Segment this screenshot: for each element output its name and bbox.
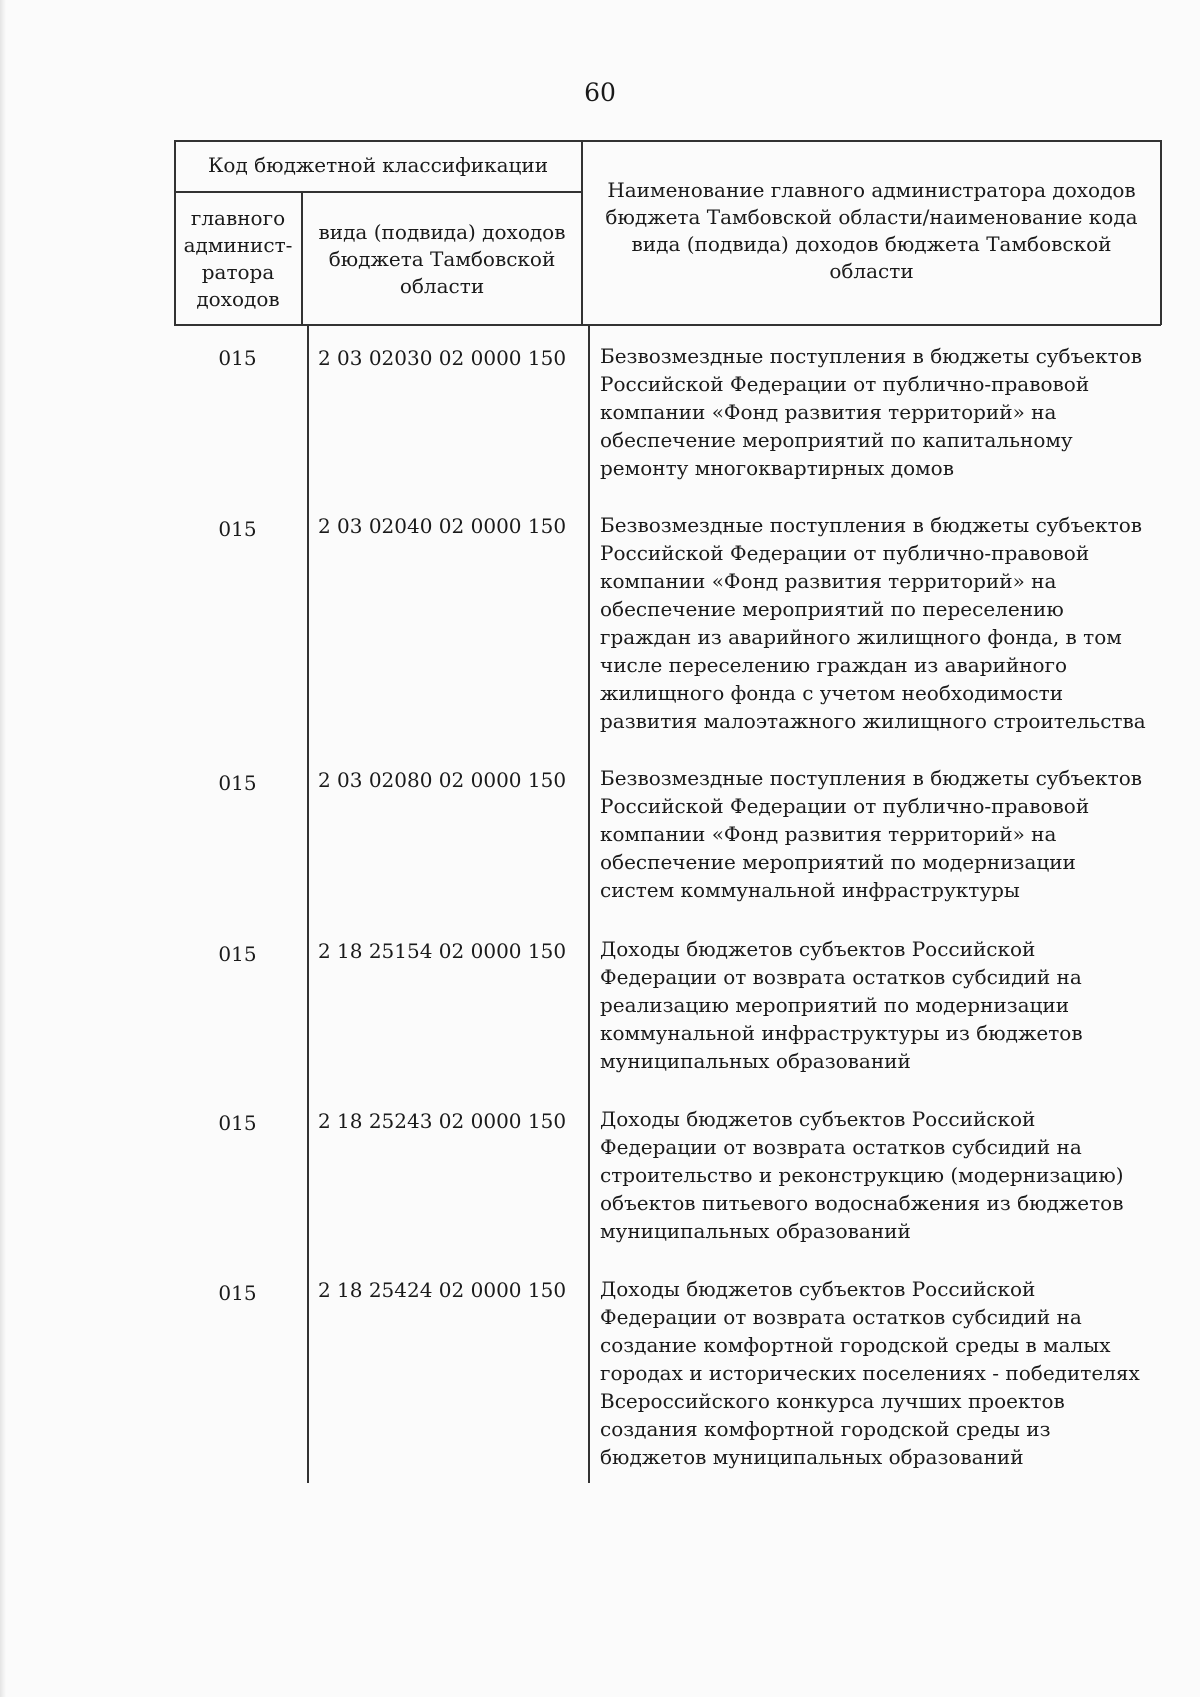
header-admin-line: доходов	[196, 287, 280, 311]
header-admin-line: админист-	[183, 233, 293, 257]
admin-code-cell: 015	[218, 1111, 257, 1135]
page-number: 60	[584, 78, 616, 107]
income-name-cell	[600, 1275, 1145, 1471]
income-name-line: обеспечение мероприятий по капитальному	[600, 428, 1073, 452]
admin-code-cell: 015	[218, 517, 257, 541]
income-name-line: бюджетов муниципальных образований	[600, 1445, 1024, 1469]
income-name-line: обеспечение мероприятий по переселению	[600, 597, 1064, 621]
income-name-line: компании «Фонд развития территорий» на	[600, 400, 1057, 424]
income-name-cell	[600, 511, 1145, 735]
income-name-line: объектов питьевого водоснабжения из бюджетов	[600, 1191, 1124, 1215]
header-group-label: Код бюджетной классификации	[207, 153, 549, 177]
header-admin-line: главного	[190, 206, 286, 230]
income-name-line: Доходы бюджетов субъектов Российской	[600, 1277, 1036, 1301]
budget-code-cell: 2 18 25154 02 0000 150	[317, 939, 567, 963]
income-name-line: компании «Фонд развития территорий» на	[600, 822, 1057, 846]
budget-code-cell: 2 03 02040 02 0000 150	[317, 514, 567, 538]
income-name-line: создание комфортной городской среды в малых	[600, 1333, 1111, 1357]
income-name-line: коммунальной инфраструктуры из бюджетов	[600, 1021, 1083, 1045]
income-name-line: городах и исторических поселениях - победителях	[600, 1361, 1140, 1385]
table-right-border	[1160, 140, 1162, 325]
header-name	[583, 177, 1160, 285]
admin-code-cell: 015	[218, 346, 257, 370]
income-name-line: Российской Федерации от публично-правовой	[600, 541, 1090, 565]
income-name-line: Федерации от возврата остатков субсидий на	[600, 1135, 1082, 1159]
header-admin-line: ратора	[201, 260, 275, 284]
group-divider	[174, 191, 581, 193]
income-name-line: Безвозмездные поступления в бюджеты субъектов	[600, 344, 1143, 368]
scan-edge	[0, 0, 6, 1697]
income-name-line: Российской Федерации от публично-правовой	[600, 372, 1090, 396]
header-code-line: вида (подвида) доходов	[318, 220, 566, 244]
body-separator-2	[588, 324, 590, 1483]
income-name-line: создания комфортной городской среды из	[600, 1417, 1051, 1441]
budget-code-cell: 2 03 02080 02 0000 150	[317, 768, 567, 792]
income-name-line: ремонту многоквартирных домов	[600, 456, 954, 480]
income-name-line: Доходы бюджетов субъектов Российской	[600, 937, 1036, 961]
income-name-line: Доходы бюджетов субъектов Российской	[600, 1107, 1036, 1131]
header-code	[303, 219, 581, 300]
header-admin	[176, 205, 300, 313]
income-name-line: жилищного фонда с учетом необходимости	[600, 681, 1064, 705]
income-name-line: систем коммунальной инфраструктуры	[600, 878, 1020, 902]
income-name-line: муниципальных образований	[600, 1219, 911, 1243]
income-name-line: обеспечение мероприятий по модернизации	[600, 850, 1076, 874]
header-code-line: области	[399, 274, 485, 298]
header-name-line: Наименование главного администратора доходов	[607, 178, 1136, 202]
header-bottom-border	[174, 324, 1161, 326]
admin-code-cell: 015	[218, 942, 257, 966]
budget-code-cell: 2 18 25243 02 0000 150	[317, 1109, 567, 1133]
income-name-cell	[600, 342, 1145, 482]
income-name-line: компании «Фонд развития территорий» на	[600, 569, 1057, 593]
header-name-line: вида (подвида) доходов бюджета Тамбовской	[631, 232, 1112, 256]
income-name-line: развития малоэтажного жилищного строительства	[600, 709, 1146, 733]
income-name-line: Безвозмездные поступления в бюджеты субъектов	[600, 766, 1143, 790]
income-name-line: Федерации от возврата остатков субсидий на	[600, 1305, 1082, 1329]
income-name-line: муниципальных образований	[600, 1049, 911, 1073]
body-separator-1	[307, 324, 309, 1483]
admin-code-cell: 015	[218, 1281, 257, 1305]
income-name-line: строительство и реконструкцию (модернизацию)	[600, 1163, 1124, 1187]
header-name-line: области	[829, 259, 914, 283]
admin-code-cell: 015	[218, 771, 257, 795]
income-name-cell	[600, 764, 1145, 904]
income-name-line: числе переселению граждан из аварийного	[600, 653, 1068, 677]
table-top-border	[174, 140, 1161, 142]
income-name-line: Федерации от возврата остатков субсидий на	[600, 965, 1082, 989]
income-name-line: граждан из аварийного жилищного фонда, в том	[600, 625, 1122, 649]
income-name-cell	[600, 1105, 1145, 1245]
income-name-line: Всероссийского конкурса лучших проектов	[600, 1389, 1065, 1413]
income-name-line: Российской Федерации от публично-правовой	[600, 794, 1090, 818]
header-code-line: бюджета Тамбовской	[328, 247, 556, 271]
income-name-cell	[600, 935, 1145, 1075]
budget-code-cell: 2 18 25424 02 0000 150	[317, 1278, 567, 1302]
income-name-line: Безвозмездные поступления в бюджеты субъектов	[600, 513, 1143, 537]
budget-code-cell: 2 03 02030 02 0000 150	[317, 346, 567, 370]
header-name-line: бюджета Тамбовской области/наименование кода	[605, 205, 1138, 229]
income-name-line: реализацию мероприятий по модернизации	[600, 993, 1070, 1017]
